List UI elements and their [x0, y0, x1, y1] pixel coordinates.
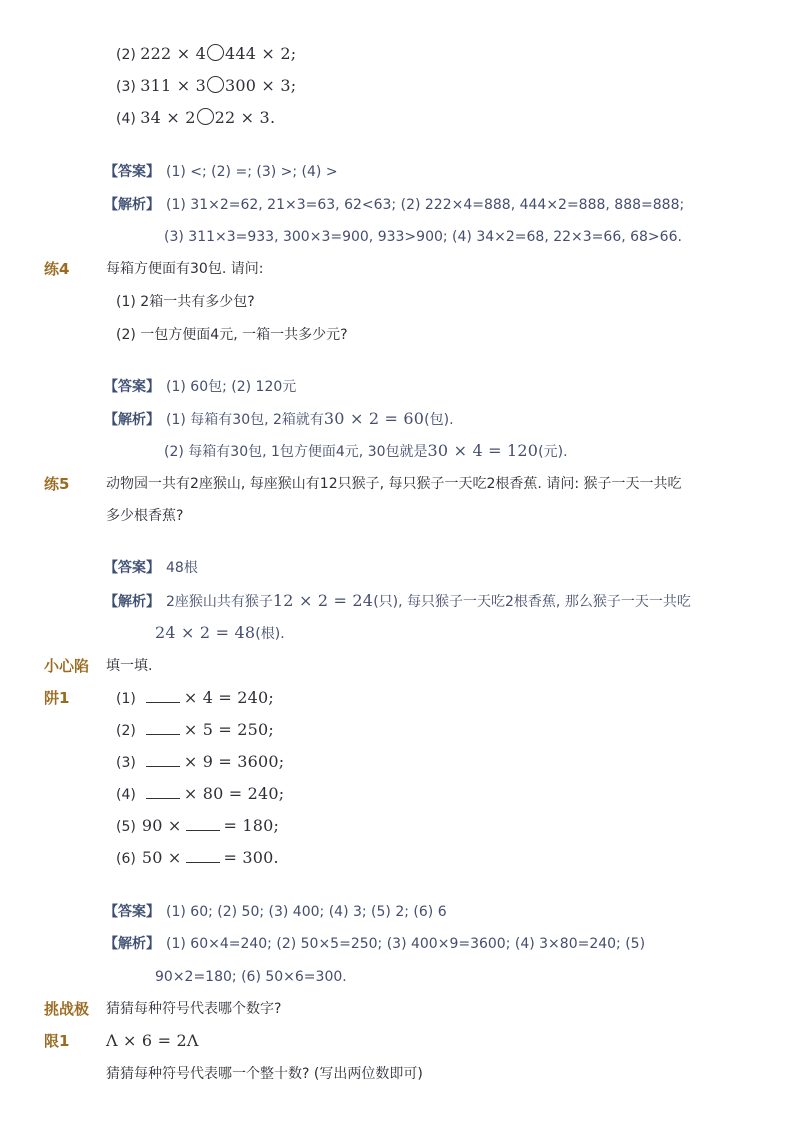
answer-blank[interactable]: [146, 722, 180, 735]
trap-item-suffix: × 5 = 250;: [183, 720, 275, 739]
challenge-tag-line-1: 挑战极: [44, 1000, 90, 1018]
trap-item-suffix: × 9 = 3600;: [183, 752, 285, 771]
trap-item-prefix: 50 ×: [141, 848, 182, 867]
challenge-tag-line-2: 限1: [44, 1032, 70, 1050]
trap-item-suffix: = 300.: [223, 848, 279, 867]
trap-item: [116, 688, 274, 709]
trap-analysis-1: 【解析】 (1) 60×4=240; (2) 50×5=250; (3) 400×9=3600; (4) 3×80=240; (5): [104, 936, 646, 952]
trap-item-suffix: = 180;: [223, 816, 280, 835]
exercise-5-question-2: 多少根香蕉?: [106, 508, 184, 524]
trap-item: [116, 752, 284, 773]
challenge-question: 猜猜每种符号代表哪个数字?: [106, 1001, 282, 1017]
exercise-4-sub2: (2) 一包方便面4元, 一箱一共多少元?: [116, 327, 348, 343]
exercise-4-sub1: (1) 2箱一共有多少包?: [116, 294, 255, 310]
trap-question: 填一填.: [106, 658, 153, 674]
trap-item: [116, 848, 279, 869]
trap-item-number: (1): [116, 691, 136, 707]
exercise-5-question-1: 动物园一共有2座猴山, 每座猴山有12只猴子, 每只猴子一天吃2根香蕉. 请问: 猴子一天一共吃: [106, 476, 682, 492]
answer-blank[interactable]: [146, 754, 180, 767]
exercise-4-analysis-2: (2) 每箱有30包, 1包方便面4元, 30包就是30 × 4 = 120(元).: [164, 441, 568, 460]
compare-q2: (2) 222 × 4 444 × 2;: [116, 44, 297, 63]
trap-tag-line-2: 阱1: [44, 689, 70, 707]
trap-item-number: (4): [116, 787, 136, 803]
trap-item: [116, 720, 274, 741]
compare-q4: (4) 34 × 2 22 × 3.: [116, 108, 276, 127]
trap-item-suffix: × 4 = 240;: [183, 688, 275, 707]
trap-item-number: (6): [116, 851, 136, 867]
exercise-4-analysis-1: 【解析】 (1) 每箱有30包, 2箱就有30 × 2 = 60(包).: [104, 409, 454, 428]
trap-item: [116, 816, 279, 837]
compare-circle: [207, 76, 224, 93]
trap-tag-line-1: 小心陷: [44, 657, 90, 675]
answer-blank[interactable]: [186, 818, 220, 831]
compare-circle: [207, 44, 224, 61]
compare-q3: (3) 311 × 3 300 × 3;: [116, 76, 297, 95]
trap-answer: 【答案】 (1) 60; (2) 50; (3) 400; (4) 3; (5) 2; (6) 6: [104, 904, 447, 920]
exercise-5-tag: 练5: [44, 475, 70, 493]
exercise-4-question: 每箱方便面有30包. 请问:: [106, 261, 264, 277]
exercise-5-analysis-1: 【解析】 2座猴山共有猴子12 × 2 = 24(只), 每只猴子一天吃2根香蕉, 那么猴子一天一共吃: [104, 591, 691, 610]
compare-analysis-1: 【解析】 (1) 31×2=62, 21×3=63, 62<63; (2) 222×4=888, 444×2=888, 888=888;: [104, 197, 685, 213]
exercise-4-tag: 练4: [44, 260, 70, 278]
compare-circle: [197, 108, 214, 125]
exercise-5-answer: 【答案】 48根: [104, 560, 198, 576]
trap-item-number: (3): [116, 755, 136, 771]
exercise-4-answer: 【答案】 (1) 60包; (2) 120元: [104, 379, 297, 395]
compare-answer: 【答案】 (1) <; (2) =; (3) >; (4) >: [104, 164, 338, 180]
trap-analysis-2: 90×2=180; (6) 50×6=300.: [155, 969, 347, 985]
trap-item-prefix: 90 ×: [141, 816, 182, 835]
trap-item-number: (2): [116, 723, 136, 739]
answer-blank[interactable]: [146, 786, 180, 799]
challenge-equation: Λ × 6 = 2Λ: [106, 1031, 199, 1050]
exercise-5-analysis-2: 24 × 2 = 48(根).: [155, 623, 285, 642]
trap-item: [116, 784, 284, 805]
challenge-prompt: 猜猜每种符号代表哪一个整十数? (写出两位数即可): [106, 1066, 423, 1082]
answer-blank[interactable]: [186, 850, 220, 863]
answer-blank[interactable]: [146, 690, 180, 703]
trap-item-number: (5): [116, 819, 136, 835]
trap-item-suffix: × 80 = 240;: [183, 784, 285, 803]
compare-analysis-2: (3) 311×3=933, 300×3=900, 933>900; (4) 34×2=68, 22×3=66, 68>66.: [164, 229, 682, 245]
